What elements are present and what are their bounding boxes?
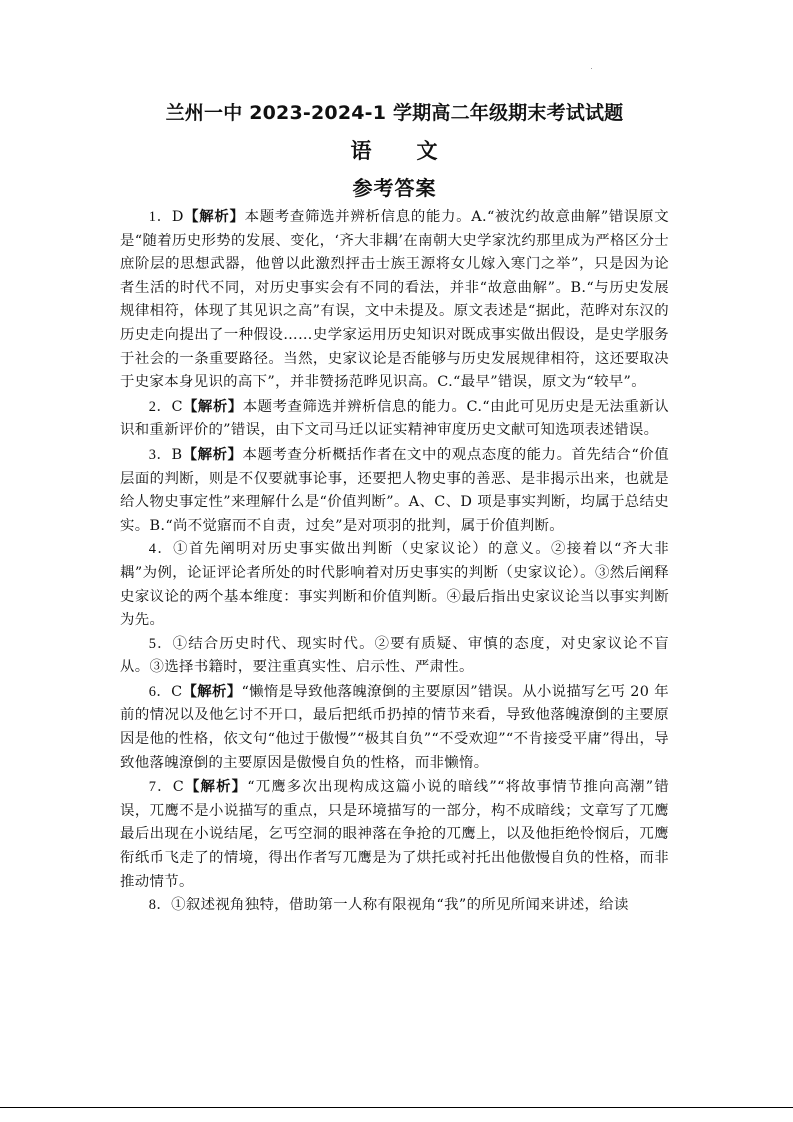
item-number: 8． (148, 897, 172, 914)
subject-heading (120, 136, 669, 166)
item-text: “懒惰是导致他落魄潦倒的主要原因”错误。从小说描写乞丐 20 年前的情况以及他乞讨不开口，最后把纸币扔掉的情节来看，导致他落魄潦倒的主要原因是他的性格，依文句“他过于傲慢”“极其自负”“不受欢迎”“不肯接受平庸”得出，导致他落魄潦倒的主要原因是傲慢自负的性格，而非懒惰。 (120, 683, 669, 771)
item-choice: B (171, 446, 183, 463)
answer-item-3 (120, 443, 669, 538)
item-number: 6． (148, 683, 172, 700)
answer-item-2 (120, 395, 669, 443)
answer-item-4 (120, 538, 669, 632)
answer-item-6 (120, 680, 669, 775)
item-analysis-tag: 【解析】 (182, 445, 243, 463)
answers-heading: 参考答案 (352, 176, 437, 200)
item-text: ①首先阐明对历史事实做出判断（史家议论）的意义。②接着以“齐大非耦”为例，论证评论者所处的时代影响着对历史事实的判断（史家议论）。③然后阐释史家议论的两个基本维度：事实判断和价值判断。④最后指出史家议论当以事实判断为先。 (120, 541, 669, 629)
item-text: ①结合历史时代、现实时代。②要有质疑、审慎的态度，对史家议论不盲从。③选择书籍时，要注重真实性、启示性、严肃性。 (120, 635, 669, 676)
item-analysis-tag: 【解析】 (182, 397, 243, 415)
item-text: 本题考查分析概括作者在文中的观点态度的能力。首先结合“价值层面的判断，则是不仅要就事论事，还要把人物史事的善恶、是非揭示出来，也就是给人物史事定性”来理解什么是“价值判断”。A、C、D 项是事实判断，均属于总结史实。B.“尚不觉寤而不自责，过矣”是对项羽的批判，属于价值判断。 (120, 446, 669, 534)
item-choice: C (171, 398, 183, 415)
item-number: 5． (148, 635, 173, 652)
item-text: 本题考查筛选并辨析信息的能力。A.“被沈约故意曲解”错误原文是“随着历史形势的发展、变化，‘齐大非耦’在南朝大史学家沈约那里成为严格区分士庶阶层的思想武器，他曾以此激烈抨击士族王源将女儿嫁入寒门之举”，只是因为论者生活的时代不同，对历史事实会有不同的看法，并非“故意曲解”。B.“与历史发展规律相符，体现了其见识之高”有误，文中未提及。原文表述是“据此，范晔对东汉的历史走向提出了一种假设……史学家运用历史知识对既成事实做出假设，是史学服务于社会的一条重要路径。当然，史家议论是否能够与历史发展规律相符，这还要取决于史家本身见识的高下”，并非赞扬范晔见识高。C.“最早”错误，原文为“较早”。 (120, 209, 670, 391)
item-text: 本题考查筛选并辨析信息的能力。C.“由此可见历史是无法重新认识和重新评价的”错误，由下文司马迁以证实精神审度历史文献可知选项表述错误。 (120, 398, 669, 439)
item-number: 4． (148, 541, 174, 558)
item-number: 1． (148, 209, 172, 225)
item-number: 3． (148, 446, 172, 463)
item-analysis-tag: 【解析】 (183, 208, 245, 225)
answer-item-5 (120, 633, 669, 680)
item-analysis-tag: 【解析】 (182, 682, 242, 700)
page-bottom-rule (0, 1107, 793, 1108)
item-choice: C (172, 779, 185, 796)
item-text: ①叙述视角独特，借助第一人称有限视角“我”的所见所闻来讲述，给读 (171, 897, 629, 914)
answer-item-1 (120, 205, 669, 395)
item-choice: D (171, 209, 184, 225)
exam-title: 兰州一中 2023-2024-1 学期高二年级期末考试试题 (165, 102, 624, 124)
item-choice: C (171, 683, 183, 700)
subject-char-1: 语 (350, 139, 373, 163)
answer-item-7 (120, 775, 669, 894)
scan-speck (591, 68, 592, 69)
answer-item-8 (120, 894, 669, 918)
item-number: 7． (148, 779, 173, 796)
item-number: 2． (148, 398, 172, 415)
subject-char-2: 文 (416, 139, 439, 163)
item-analysis-tag: 【解析】 (184, 778, 248, 796)
item-text: “兀鹰多次出现构成这篇小说的暗线”“将故事情节推向高潮”错误，兀鹰不是小说描写的重点，只是环境描写的一部分，构不成暗线；文章写了兀鹰最后出现在小说结尾，乞丐空洞的眼神落在争抢的兀鹰上，以及他拒绝怜悯后，兀鹰衔纸币飞走了的情境，得出作者写兀鹰是为了烘托或衬托出他傲慢自负的性格，而非推动情节。 (120, 779, 669, 890)
